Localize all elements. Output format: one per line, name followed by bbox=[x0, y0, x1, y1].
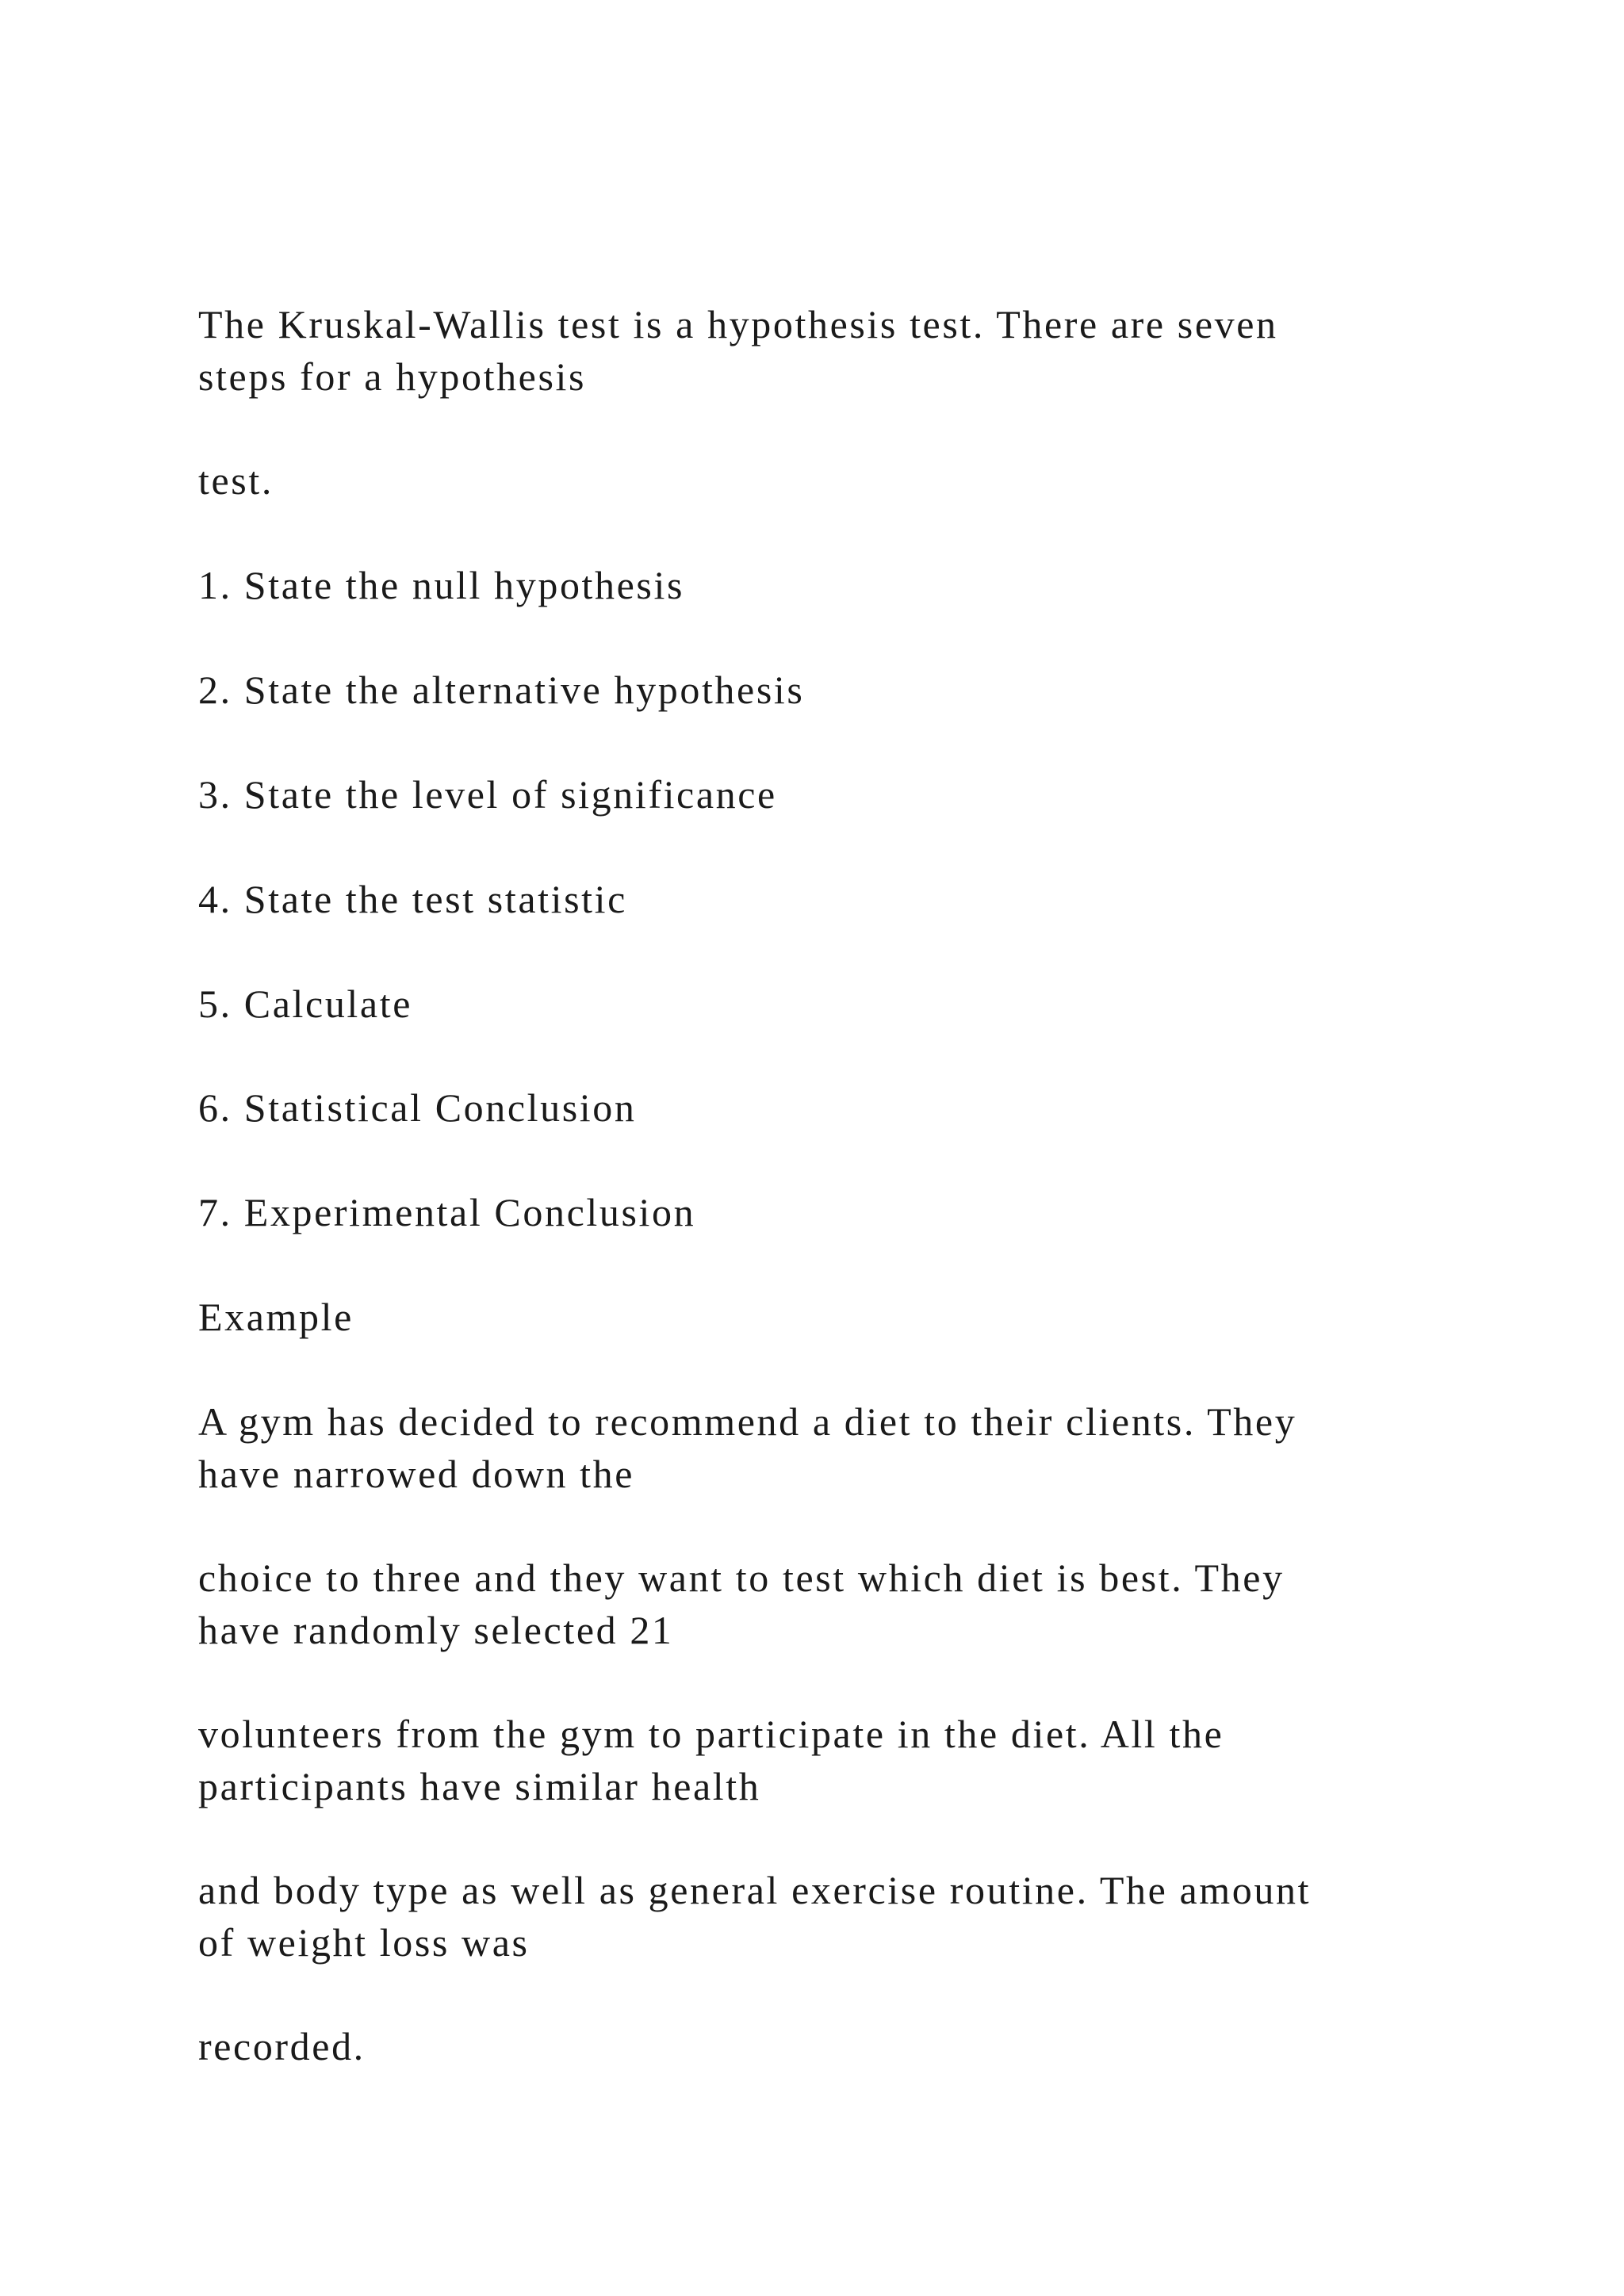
intro-line-3: test. bbox=[198, 458, 274, 503]
intro-paragraph bbox=[198, 298, 1435, 403]
example-paragraph bbox=[198, 2020, 1435, 2072]
step-item bbox=[198, 978, 1435, 1030]
example-heading bbox=[198, 1291, 1435, 1343]
example-paragraph bbox=[198, 1395, 1435, 1500]
example-paragraph bbox=[198, 1552, 1435, 1656]
example-paragraph bbox=[198, 1864, 1435, 1969]
step-6: 6. Statistical Conclusion bbox=[198, 1085, 637, 1130]
example-p4-line-2: of weight loss was bbox=[198, 1920, 530, 1965]
step-7: 7. Experimental Conclusion bbox=[198, 1190, 696, 1234]
intro-line-1: The Kruskal-Wallis test is a hypothesis test. There are seven bbox=[198, 302, 1278, 346]
intro-line-2: steps for a hypothesis bbox=[198, 354, 587, 399]
example-heading-text: Example bbox=[198, 1295, 354, 1339]
example-p5-line-1: recorded. bbox=[198, 2024, 366, 2068]
step-item bbox=[198, 559, 1435, 611]
step-5: 5. Calculate bbox=[198, 982, 412, 1026]
example-p2-line-1: choice to three and they want to test which diet is best. They bbox=[198, 1556, 1285, 1600]
step-item bbox=[198, 873, 1435, 925]
step-item bbox=[198, 1081, 1435, 1134]
example-p3-line-1: volunteers from the gym to participate in the diet. All the bbox=[198, 1712, 1224, 1756]
example-p1-line-2: have narrowed down the bbox=[198, 1452, 635, 1496]
step-item bbox=[198, 768, 1435, 821]
example-p3-line-2: participants have similar health bbox=[198, 1764, 761, 1808]
step-item bbox=[198, 1186, 1435, 1238]
step-3: 3. State the level of significance bbox=[198, 772, 777, 817]
example-paragraph bbox=[198, 1708, 1435, 1812]
step-4: 4. State the test statistic bbox=[198, 877, 627, 921]
intro-continuation bbox=[198, 454, 1435, 507]
step-1: 1. State the null hypothesis bbox=[198, 563, 685, 607]
example-p2-line-2: have randomly selected 21 bbox=[198, 1608, 674, 1652]
step-2: 2. State the alternative hypothesis bbox=[198, 668, 805, 712]
example-p4-line-1: and body type as well as general exercise routine. The amount bbox=[198, 1868, 1312, 1912]
step-item bbox=[198, 664, 1435, 716]
example-p1-line-1: A gym has decided to recommend a diet to their clients. They bbox=[198, 1399, 1297, 1444]
